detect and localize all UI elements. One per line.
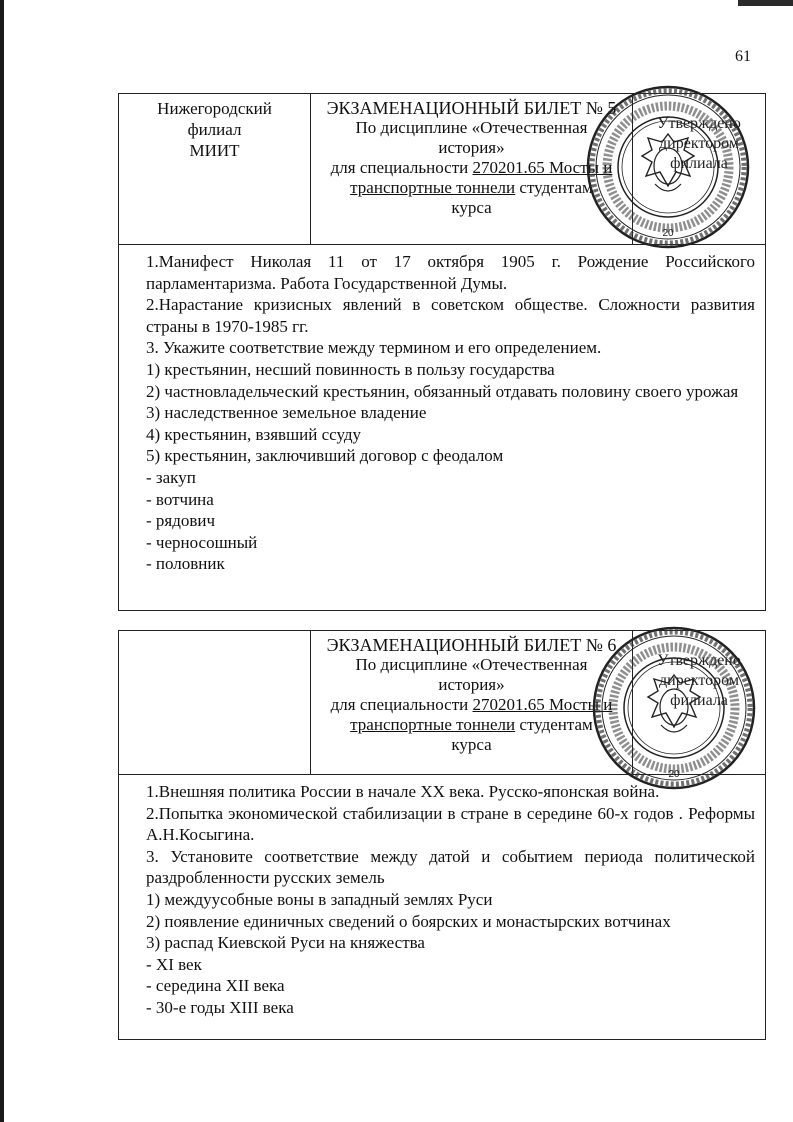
specialty-prefix: для специальности [330, 695, 473, 714]
approval-cell [633, 94, 765, 244]
discipline-line-1: По дисциплине «Отечественная [355, 655, 588, 674]
approve-line-3: филиала [670, 155, 728, 172]
ticket-header-row [119, 94, 765, 245]
term-item: - 30-е годы XIII века [146, 997, 294, 1017]
term-item: - черносошный [146, 532, 258, 552]
discipline-line-2: история» [438, 138, 505, 157]
question-item: 1.Манифест Николая 11 от 17 октября 1905 г. Рождение Российского парламентаризма. Работа Государственной Думы. [146, 252, 755, 293]
org-line-3: МИИТ [189, 141, 240, 160]
option-item: 1) крестьянин, несший повинность в пользу государства [146, 359, 555, 379]
discipline-line-1: По дисциплине «Отечественная [355, 118, 588, 137]
approve-line-1: Утверждено [657, 652, 741, 669]
question-item: 2.Нарастание кризисных явлений в советском обществе. Сложности развития страны в 1970-1985 гг. [146, 295, 755, 336]
approve-line-1: Утверждено [657, 115, 741, 132]
specialty-suffix: студентам [515, 715, 593, 734]
option-item: 4) крестьянин, взявший ссуду [146, 424, 362, 444]
ticket-title: ЭКЗАМЕНАЦИОННЫЙ БИЛЕТ № 6 [326, 635, 617, 655]
exam-ticket-5 [118, 93, 766, 611]
stamp-year: 20 [668, 769, 680, 780]
ticket-title: ЭКЗАМЕНАЦИОННЫЙ БИЛЕТ № 5 [326, 98, 617, 118]
specialty-line-2 [311, 178, 632, 198]
specialty-line-2 [311, 715, 632, 735]
specialty-name: транспортные тоннели [350, 178, 516, 197]
option-item: 3) распад Киевской Руси на княжества [146, 933, 425, 953]
term-item: - XI век [146, 954, 202, 974]
ticket-title-cell [311, 631, 633, 774]
term-item: - половник [146, 554, 225, 574]
organization-cell [119, 631, 311, 774]
ticket-title-cell [311, 94, 633, 244]
term-item: - середина XII века [146, 976, 285, 996]
specialty-line [311, 158, 632, 178]
term-item: - закуп [146, 467, 196, 487]
option-item: 2) появление единичных сведений о боярских и монастырских вотчинах [146, 911, 671, 931]
organization-cell [119, 94, 311, 244]
question-item: 3. Установите соответствие между датой и событием периода политической раздробленности русских земель [146, 846, 755, 888]
question-item: 2.Попытка экономической стабилизации в стране в середине 60-х годов . Реформы А.Н.Косыгина. [146, 803, 755, 845]
option-item: 1) междуусобные воны в западный землях Руси [146, 889, 493, 909]
exam-ticket-6 [118, 630, 766, 1040]
specialty-code: 270201.65 Мосты и [472, 158, 613, 177]
specialty-name: транспортные тоннели [350, 715, 516, 734]
ticket-header-row [119, 631, 765, 780]
approval-cell [633, 631, 765, 774]
org-line-2: филиал [187, 120, 242, 139]
approve-line-2: директором [659, 672, 739, 689]
specialty-suffix: студентам [515, 178, 593, 197]
specialty-code: 270201.65 Мосты и [472, 695, 613, 714]
stamp-year: 20 [662, 228, 674, 239]
term-item: - вотчина [146, 489, 214, 509]
discipline-line-2: история» [438, 675, 505, 694]
approve-line-3: филиала [670, 692, 728, 709]
ticket-questions [119, 245, 765, 575]
approve-line-2: директором [659, 135, 739, 152]
option-item: 2) частновладельческий крестьянин, обязанный отдавать половину своего урожая [146, 381, 739, 401]
scan-edge-top [738, 0, 793, 6]
term-item: - рядович [146, 511, 216, 531]
course-label: курса [451, 735, 492, 754]
question-item: 3. Укажите соответствие между термином и его определением. [146, 338, 602, 358]
specialty-line [311, 695, 632, 715]
course-label: курса [451, 198, 492, 217]
page-number: 61 [735, 48, 751, 65]
scan-edge-left [0, 0, 4, 1122]
specialty-prefix: для специальности [330, 158, 473, 177]
ticket-questions [119, 775, 765, 1019]
question-item: 1.Внешняя политика России в начале XX века. Русско-японская война. [146, 782, 660, 801]
option-item: 3) наследственное земельное владение [146, 403, 427, 423]
option-item: 5) крестьянин, заключивший договор с феодалом [146, 446, 504, 466]
org-line-1: Нижегородский [157, 99, 272, 118]
